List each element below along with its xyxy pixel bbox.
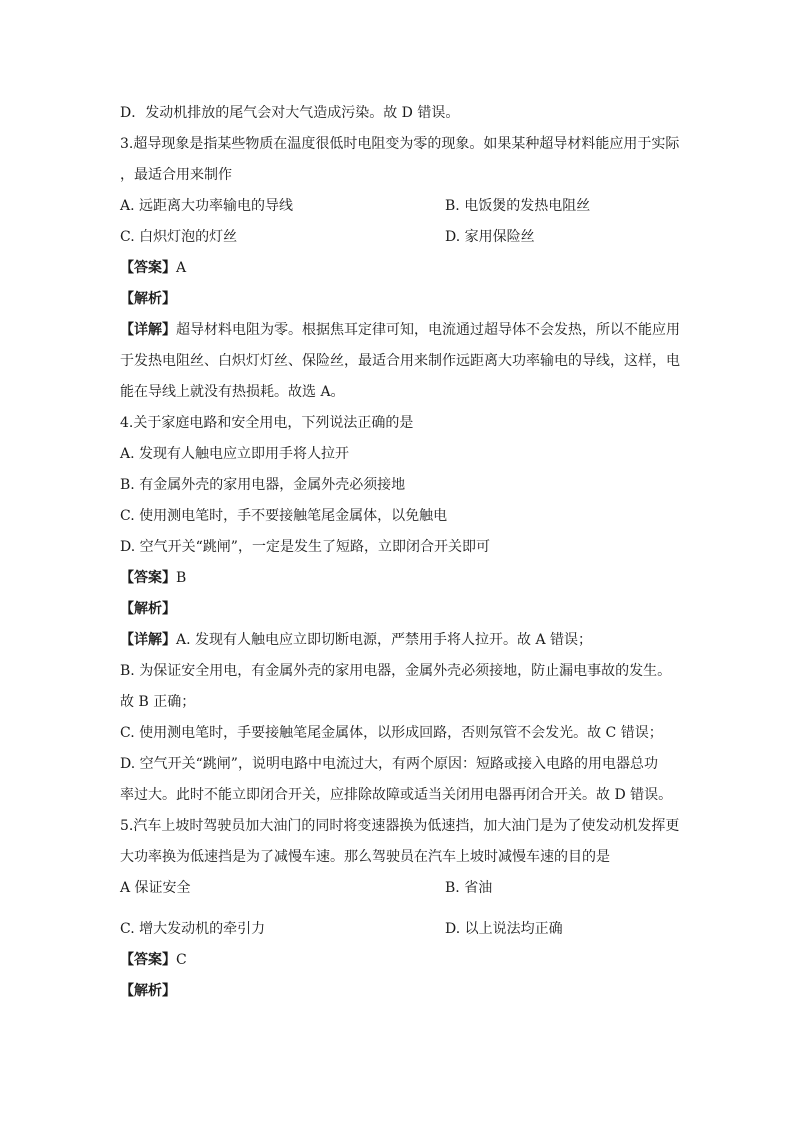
answer-label: 【答案】 [120,570,176,586]
answer-value: C [176,952,187,968]
q3-detail-line-2: 于发热电阻丝、白炽灯灯丝、保险丝，最适合用来制作远距离大功率输电的导线，这样，电 [120,353,680,369]
q3-options-row-1 [120,191,680,222]
q4-detail-c: C. 使用测电笔时，手要接触笔尾金属体，以形成回路，否则氖管不会发光。故 C 错误； [120,725,663,741]
q3-stem-line-2: ，最适合用来制作 [120,167,232,183]
q4-option-a: A. 发现有人触电应立即用手将人拉开 [120,446,350,462]
q4-option-c: C. 使用测电笔时，手不要接触笔尾金属体，以免触电 [120,508,448,524]
document-page [120,98,680,1007]
q5-option-a: A 保证安全 [120,880,191,896]
q3-option-a: A. 远距离大功率输电的导线 [120,198,294,214]
q4-option-d: D. 空气开关“跳闸”，一定是发生了短路，立即闭合开关即可 [120,539,490,555]
q3-options-row-2 [120,222,680,253]
q5-options-row-2 [120,914,680,945]
q3-detail-line-1 [120,315,680,346]
q5-option-c: C. 增大发动机的牵引力 [120,921,266,937]
detail-label: 【详解】 [120,632,176,648]
q4-detail-a [120,625,680,656]
q4-detail-d-line-2: 率过大。此时不能立即闭合开关，应排除故障或适当关闭用电器再闭合开关。故 D 错误。 [120,787,673,803]
q4-detail-b-line-2: 故 B 正确； [120,694,196,710]
answer-value: A [176,260,187,276]
q4-detail-d-line-1: D. 空气开关“跳闸”，说明电路中电流过大，有两个原因：短路或接入电路的用电器总功 [120,756,658,772]
q5-answer [120,945,680,976]
q4-stem: 4.关于家庭电路和安全用电，下列说法正确的是 [120,415,414,431]
answer-value: B [176,570,187,586]
q4-option-b: B. 有金属外壳的家用电器，金属外壳必须接地 [120,477,406,493]
q3-option-d: D. 家用保险丝 [445,229,535,245]
spacer [120,904,680,914]
q2-option-d-explanation: D．发动机排放的尾气会对大气造成污染。故 D 错误。 [120,105,460,121]
q4-answer [120,563,680,594]
answer-label: 【答案】 [120,260,176,276]
answer-label: 【答案】 [120,952,176,968]
q3-stem-line-1: 3.超导现象是指某些物质在温度很低时电阻变为零的现象。如果某种超导材料能应用于实际 [120,136,680,152]
q5-analysis-label: 【解析】 [120,983,176,999]
q5-stem-line-2: 大功率换为低速挡是为了减慢车速。那么驾驶员在汽车上坡时减慢车速的目的是 [120,849,610,865]
q3-option-b: B. 电饭煲的发热电阻丝 [445,198,591,214]
q5-option-d: D. 以上说法均正确 [445,921,563,937]
detail-label: 【详解】 [120,322,176,338]
q4-detail-b-line-1: B. 为保证安全用电，有金属外壳的家用电器，金属外壳必须接地，防止漏电事故的发生。 [120,663,672,679]
q5-options-row-1 [120,873,680,904]
q3-option-c: C. 白炽灯泡的灯丝 [120,229,238,245]
q4-analysis-label: 【解析】 [120,601,176,617]
detail-text: A. 发现有人触电应立即切断电源，严禁用手将人拉开。故 A 错误； [176,632,593,648]
q3-answer [120,253,680,284]
q5-option-b: B. 省油 [445,880,493,896]
q3-detail-line-3: 能在导线上就没有热损耗。故选 A。 [120,384,345,400]
q3-analysis-label: 【解析】 [120,291,176,307]
detail-text: 超导材料电阻为零。根据焦耳定律可知，电流通过超导体不会发热，所以不能应用 [176,322,680,338]
q5-stem-line-1: 5.汽车上坡时驾驶员加大油门的同时将变速器换为低速挡，加大油门是为了使发动机发挥更 [120,818,680,834]
